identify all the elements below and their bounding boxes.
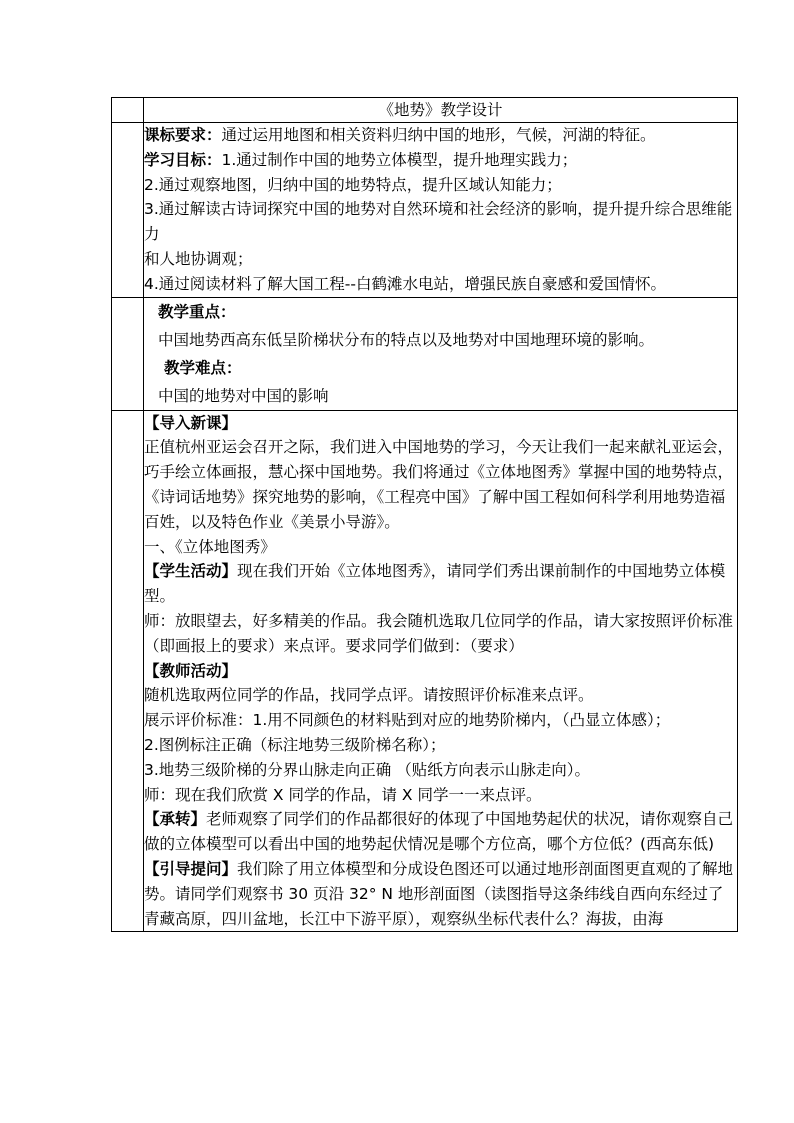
requirements-line xyxy=(144,123,737,148)
requirements-label: 课标要求： xyxy=(144,126,222,144)
process-paragraph xyxy=(144,733,737,758)
process-text: 老师观察了同学们的作品都很好的体现了中国地势起伏的状况，请你观察自己做的立体模型可以看出中国的地势起伏情况是哪个方位高，哪个方位低？(西高东低) xyxy=(144,810,734,854)
objectives-label: 学习目标： xyxy=(144,150,222,169)
process-label: 【引导提问】 xyxy=(144,859,238,878)
process-paragraph xyxy=(144,683,737,708)
objective-item: 4.通过阅读材料了解大国工程--白鹤滩水电站，增强民族自豪感和爱国情怀。 xyxy=(144,274,666,293)
process-text: 3.地势三级阶梯的分界山脉走向正确 （贴纸方向表示山脉走向）。 xyxy=(144,760,590,779)
lesson-plan-table xyxy=(111,97,738,932)
objective-item: 1.通过制作中国的地势立体模型，提升地理实践力； xyxy=(221,150,578,169)
left-margin-cell xyxy=(112,123,144,298)
process-label: 【教师活动】 xyxy=(144,661,238,680)
process-paragraph xyxy=(144,659,737,684)
requirements-text: 通过运用地图和相关资料归纳中国的地形，气候，河湖的特征。 xyxy=(221,126,656,144)
process-label: 【承转】 xyxy=(144,810,207,829)
process-text: 师：现在我们欣赏 X 同学的作品，请 X 同学一一来点评。 xyxy=(144,785,542,804)
left-margin-cell xyxy=(112,98,144,123)
focus-cell xyxy=(144,297,738,410)
process-cell xyxy=(144,410,738,932)
process-label: 【导入新课】 xyxy=(144,413,238,432)
process-text: 现在我们开始《立体地图秀》，请同学们秀出课前制作的中国地势立体模型。 xyxy=(144,562,726,606)
process-row xyxy=(112,410,738,932)
process-paragraph xyxy=(144,783,737,808)
focus-row xyxy=(112,297,738,410)
objective-item: 2.通过观察地图，归纳中国的地势特点，提升区域认知能力； xyxy=(144,175,562,194)
objectives-row xyxy=(112,123,738,298)
process-paragraph xyxy=(144,559,737,609)
process-text: 我们除了用立体模型和分成设色图还可以通过地形剖面图更直观的了解地势。请同学们观察书 30 页沿 32° N 地形剖面图（读图指导这条纬线自西向东经过了青藏高原，四川盆地，长江中下游平原），观察纵坐标代表什么？海拔，由海 xyxy=(144,859,734,928)
document-title: 《地势》教学设计 xyxy=(144,98,738,123)
title-row xyxy=(112,98,738,123)
process-text: 随机选取两位同学的作品，找同学点评。请按照评价标准来点评。 xyxy=(144,686,594,705)
left-margin-cell xyxy=(112,297,144,410)
process-text: 师：放眼望去，好多精美的作品。我会随机选取几位同学的作品，请大家按照评价标准（即画报上的要求）来点评。要求同学们做到：（要求） xyxy=(144,611,734,655)
process-paragraph xyxy=(144,758,737,783)
process-paragraph xyxy=(144,609,737,659)
objectives-line xyxy=(144,148,737,173)
process-label: 【学生活动】 xyxy=(144,562,238,581)
process-paragraph xyxy=(144,708,737,733)
process-text: 一、《立体地图秀》 xyxy=(144,537,276,556)
difficulty-label: 教学难点： xyxy=(164,358,242,377)
left-margin-cell xyxy=(112,410,144,932)
process-paragraph xyxy=(144,807,737,857)
process-text: 正值杭州亚运会召开之际，我们进入中国地势的学习，今天让我们一起来献礼亚运会，巧手绘立体画报，慧心探中国地势。我们将通过《立体地图秀》掌握中国的地势特点，《诗词话地势》探究地势的影响，《工程亮中国》了解中国工程如何科学利用地势造福百姓，以及特色作业《美景小导游》。 xyxy=(144,438,734,531)
key-point-text: 中国地势西高东低呈阶梯状分布的特点以及地势对中国地理环境的影响。 xyxy=(158,330,655,349)
difficulty-text: 中国的地势对中国的影响 xyxy=(158,386,329,405)
process-paragraph xyxy=(144,535,737,560)
objective-item: 3.通过解读古诗词探究中国的地势对自然环境和社会经济的影响，提升提升综合思维能力 xyxy=(144,200,733,244)
process-paragraph xyxy=(144,411,737,436)
process-paragraph xyxy=(144,435,737,534)
objectives-cell xyxy=(144,123,738,298)
process-text: 展示评价标准：1.用不同颜色的材料贴到对应的地势阶梯内，（凸显立体感）； xyxy=(144,711,671,730)
process-paragraph xyxy=(144,857,737,931)
key-point-label: 教学重点： xyxy=(158,302,236,321)
process-text: 2.图例标注正确（标注地势三级阶梯名称）； xyxy=(144,735,446,754)
objective-item: 和人地协调观； xyxy=(144,249,253,268)
